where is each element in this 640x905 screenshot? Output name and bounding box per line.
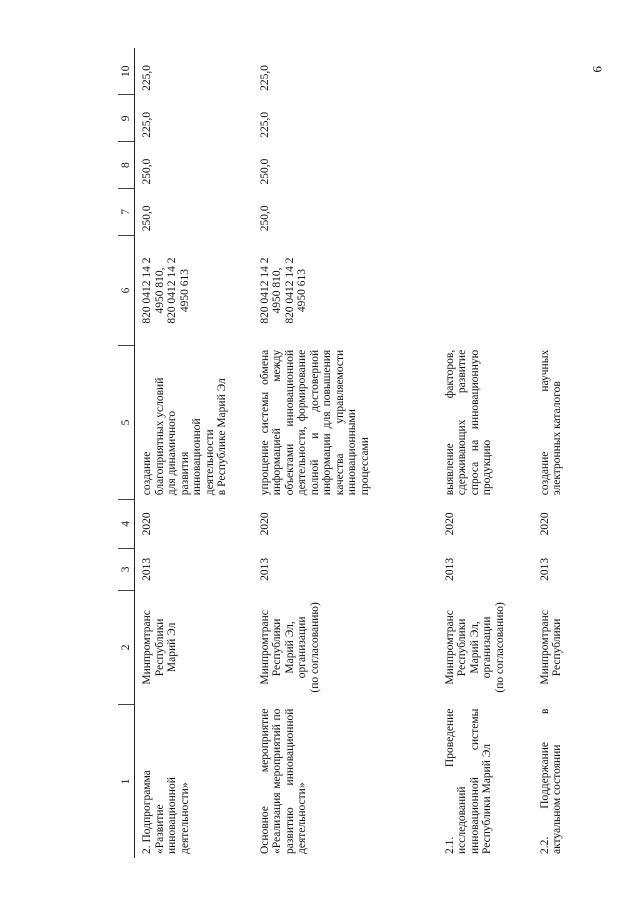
cell-name: 2.2. Поддержание в актуальном состоянии <box>538 708 563 854</box>
cell-value: 250,0 <box>258 158 271 185</box>
cell-end-year: 2020 <box>443 512 456 536</box>
cell-budget-code: 820 0412 14 2 4950 810, 820 0412 14 2 4950 613 <box>258 257 308 324</box>
column-header: 6 <box>118 235 135 346</box>
cell-result: выявление факторов, сдерживающих развитие спроса на инновационную продукцию <box>443 349 493 496</box>
table-row <box>533 48 570 858</box>
cell-value: 250,0 <box>258 205 271 232</box>
page-number: 9 <box>590 66 605 73</box>
column-header: 9 <box>118 95 135 142</box>
cell-executor: Минпромтранс Республики Марий Эл, организации (по согласованию) <box>258 602 321 693</box>
cell-result: упрощение системы обмена информацией между объектами инновационной деятельности, формирование полной и достоверной информации для повышения качества управляемости инновационными процессами <box>258 349 371 496</box>
cell-value <box>533 48 570 95</box>
column-header: 8 <box>118 142 135 189</box>
column-header: 3 <box>118 549 135 591</box>
program-table <box>118 48 570 858</box>
cell-start-year: 2013 <box>443 557 456 581</box>
column-header: 5 <box>118 346 135 499</box>
table-header-row <box>118 48 135 858</box>
column-header: 4 <box>118 499 135 548</box>
cell-end-year: 2020 <box>538 512 551 536</box>
cell-value <box>533 189 570 236</box>
cell-value <box>533 142 570 189</box>
column-header: 10 <box>118 48 135 95</box>
cell-value: 225,0 <box>258 111 271 138</box>
cell-start-year: 2013 <box>141 557 153 581</box>
column-header: 7 <box>118 189 135 236</box>
cell-end-year: 2020 <box>258 512 271 536</box>
cell-result: создание благоприятных условий для динамичного развития инновационной деятельности в Республике Марий Эл <box>141 377 228 496</box>
rotated-table-container <box>118 48 563 858</box>
table-row <box>438 48 533 858</box>
cell-value <box>438 48 533 95</box>
cell-value: 225,0 <box>141 65 153 91</box>
cell-value: 225,0 <box>141 111 153 138</box>
cell-value: 250,0 <box>141 158 153 185</box>
cell-start-year: 2013 <box>258 557 271 581</box>
cell-value <box>438 142 533 189</box>
cell-name: 2. Подпрограмма «Развитие инновационной деятельности» <box>141 770 191 854</box>
cell-value <box>438 189 533 236</box>
cell-end-year: 2020 <box>141 512 153 536</box>
cell-executor: Минпромтранс Республики Марий Эл <box>141 610 178 685</box>
cell-value: 250,0 <box>141 205 153 232</box>
cell-budget-code: 820 0412 14 2 4950 810, 820 0412 14 2 4950 613 <box>141 257 191 324</box>
cell-executor: Минпромтранс Республики Марий Эл, организации (по согласованию) <box>443 602 506 693</box>
cell-budget-code <box>438 235 533 346</box>
cell-start-year: 2013 <box>538 557 551 581</box>
cell-budget-code <box>533 235 570 346</box>
cell-executor: Минпромтранс Республики <box>538 610 563 685</box>
cell-value <box>533 95 570 142</box>
cell-name: Основное мероприятие «Реализация мероприятий по развитию инновационной деятельности» <box>258 708 308 854</box>
cell-result: создание научных электронных каталогов <box>538 349 563 496</box>
table-row <box>135 48 253 858</box>
cell-name: 2.1. Проведение исследований инновационной системы Республики Марий Эл <box>443 708 493 854</box>
table-row <box>253 48 438 858</box>
column-header: 1 <box>118 705 135 858</box>
cell-value: 225,0 <box>258 65 271 91</box>
cell-value <box>438 95 533 142</box>
column-header: 2 <box>118 590 135 704</box>
